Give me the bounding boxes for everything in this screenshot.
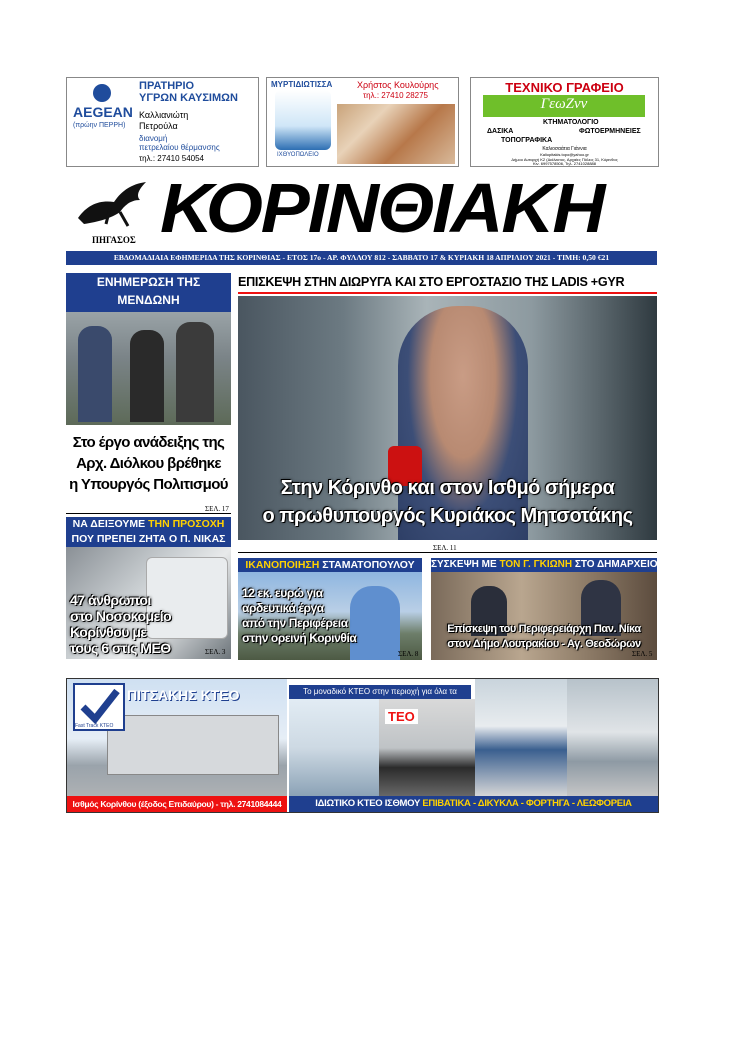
ad-kteo <box>66 678 659 813</box>
ad3-email: Kaliopitakis.topo@yahoo.gr <box>540 152 589 157</box>
story2-page-ref: ΣΕΛ. 3 <box>205 648 226 656</box>
story1-header-line1: ΕΝΗΜΕΡΩΣΗ ΤΗΣ ΜΕΝΔΩΝΗ <box>96 275 201 307</box>
kteo-office-photo <box>289 699 379 797</box>
newspaper-title: ΚΟΡΙΝΘΙΑΚΗ <box>160 169 604 247</box>
story4-caption <box>431 622 657 652</box>
story1-caption-line2: Αρχ. Διόλκου βρέθηκε <box>76 455 221 472</box>
ad-technical-office <box>470 77 659 167</box>
story2-caption-line4: τους 6 στις ΜΕΘ <box>70 640 171 656</box>
story1-rule <box>66 513 231 514</box>
ad3-title: ΤΕΧΝΙΚΟ ΓΡΑΦΕΙΟ <box>505 80 624 95</box>
ad1-brand-sub: (πρώην ΠΕΡΡΗ) <box>73 122 126 129</box>
story4-caption-line1: Επίσκεψη του Περιφερειάρχη Παν. Νίκα <box>447 623 641 635</box>
ad1-title-line2: ΥΓΡΩΝ ΚΑΥΣΙΜΩΝ <box>139 92 238 104</box>
story2-caption-line3: Κορίνθου με <box>70 624 147 640</box>
ad3-address: Δήμου Αυταρχή Κ2 (Διάλεκτος, Αρχαίες Πόλεις 31, Κόρινθος <box>511 157 618 162</box>
ad1-brand: AEGEAN <box>73 104 133 120</box>
kteo-footer-a: ΙΔΙΩΤΙΚΟ ΚΤΕΟ ΙΣΘΜΟΥ <box>315 798 421 809</box>
story4-header-b: ΤΟΝ Γ. ΓΚΙΩΝΗ <box>499 559 573 570</box>
ad1-line2: Πετρούλα <box>139 121 178 131</box>
kteo-badge: Fast Track ΚΤΕΟ <box>75 723 114 729</box>
kteo-sign: ΤΕΟ <box>385 709 418 724</box>
story3-caption-line4: στην ορεινή Κορινθία <box>242 631 357 645</box>
ad1-phone: τηλ.: 27410 54054 <box>139 154 204 163</box>
ad-fuel-station <box>66 77 259 167</box>
story3-caption-line3: από την Περιφέρεια <box>242 616 348 630</box>
story3-header-b: ΣΤΑΜΑΤΟΠΟΥΛΟΥ <box>322 559 415 571</box>
story1-page-ref: ΣΕΛ. 17 <box>205 505 229 513</box>
story2-header-line1b: ΤΗΝ ΠΡΟΣΟΧΗ <box>148 518 225 530</box>
ad1-line1: Καλλιανιώτη <box>139 110 189 120</box>
story3-page-ref: ΣΕΛ. 8 <box>398 650 419 658</box>
masthead-strap: ΕΒΔΟΜΑΔΙΑΙΑ ΕΦΗΜΕΡΙΔΑ ΤΗΣ ΚΟΡΙΝΘΙΑΣ - ΕΤΟΣ 17ο - ΑΡ. ΦΥΛΛΟΥ 812 - ΣΑΒΒΑΤΟ 17 & ΚΥΡΙΑΚΗ 18 ΑΠΡΙΛΙΟΥ 2021 - ΤΙΜΗ: 0,50 €21 <box>66 251 657 265</box>
official-figure <box>350 586 400 660</box>
person-figure <box>130 330 164 422</box>
person-figure <box>78 326 112 422</box>
story4-page-ref: ΣΕΛ. 5 <box>632 650 653 658</box>
kteo-banner: Το μοναδικό ΚΤΕΟ στην περιοχή για όλα τα <box>289 685 471 699</box>
ad3-tag4: ΤΟΠΟΓΡΑΦΙΚΑ <box>501 137 553 144</box>
fish-logo-icon <box>275 90 331 150</box>
building-figure <box>107 715 279 775</box>
person-figure <box>176 322 214 422</box>
story2-caption <box>70 592 171 656</box>
kteo-brand: ΠΙΤΣΑΚΗΣ ΚΤΕΟ <box>127 687 240 703</box>
ad3-tag3: ΦΩΤΟΕΡΜΗΝΕΙΕΣ <box>579 128 641 135</box>
main-page-ref: ΣΕΛ. 11 <box>433 544 457 552</box>
kteo-address-bar: Ισθμός Κορίνθου (έξοδος Επιδαύρου) - τηλ. 2741084444 <box>67 796 287 812</box>
story4-caption-line2: στον Δήμο Λουτρακίου - Αγ. Θεοδώρων <box>447 638 641 650</box>
kteo-bus-photo <box>567 679 658 797</box>
aegean-logo-icon <box>93 84 111 102</box>
story1-caption-line3: η Υπουργός Πολιτισμού <box>69 476 228 493</box>
main-kicker: ΕΠΙΣΚΕΨΗ ΣΤΗΝ ΔΙΩΡΥΓΑ ΚΑΙ ΣΤΟ ΕΡΓΟΣΤΑΣΙΟ ΤΗΣ LADIS +GYR <box>238 275 625 289</box>
main-headline-line2: ο πρωθυπουργός Κυριάκος Μητσοτάκης <box>262 505 633 527</box>
kteo-truck-photo <box>475 679 567 797</box>
ad2-name: Χρήστος Κουλούρης <box>357 80 439 90</box>
kteo-footer-b: ΕΠΙΒΑΤΙΚΑ - ΔΙΚΥΚΛΑ - ΦΟΡΤΗΓΑ - ΛΕΩΦΟΡΕΙΑ <box>422 798 632 809</box>
main-headline-line1: Στην Κόρινθο και στον Ισθμό σήμερα <box>280 477 615 499</box>
ad3-logo: ΓεωΖνν <box>540 96 588 112</box>
ad2-phone: τηλ.: 27410 28275 <box>363 91 428 100</box>
ad3-phone: Κιν. 6997578506, Τηλ. 2741028888 <box>532 161 597 166</box>
ad3-tag1: ΚΤΗΜΑΤΟΛΟΓΙΟ <box>543 119 599 126</box>
ad2-logo-sub: ΙΧΘΥΟΠΩΛΕΙΟ <box>277 152 319 158</box>
main-headline <box>238 474 657 530</box>
kteo-footer-bar <box>289 796 658 812</box>
ad1-title-line1: ΠΡΑΤΗΡΙΟ <box>139 80 195 92</box>
pegasus-logo-icon <box>70 178 156 234</box>
fish-photo <box>337 104 455 164</box>
story2-header-line2: ΠΟΥ ΠΡΕΠΕΙ ΖΗΤΑ Ο Π. ΝΙΚΑΣ <box>71 533 226 545</box>
story2-header <box>66 517 231 547</box>
ad1-line4: πετρελαίου θέρμανσης <box>139 143 220 152</box>
ad3-name: Καλιοσαάτια Γιάννια <box>542 146 587 152</box>
story4-header-a: ΣΥΣΚΕΨΗ ΜΕ <box>431 559 500 570</box>
story3-header-a: ΙΚΑΝΟΠΟΙΗΣΗ <box>245 559 323 571</box>
main-rule <box>238 552 657 553</box>
story4-header-c: ΣΤΟ ΔΗΜΑΡΧΕΙΟ <box>572 559 658 570</box>
story2-caption-line1: 47 άνθρωποι <box>70 592 151 608</box>
story2-header-line1a: ΝΑ ΔΕΙΞΟΥΜΕ <box>72 518 149 530</box>
story1-caption <box>66 432 231 495</box>
story1-caption-line1: Στο έργο ανάδειξης της <box>72 434 225 451</box>
story1-photo <box>66 312 231 425</box>
story3-caption-line2: αρδευτικά έργα <box>242 601 324 615</box>
story1-header <box>66 273 231 312</box>
pegasus-label: ΠΗΓΑΣΟΣ <box>92 235 136 245</box>
story4-header <box>431 558 657 572</box>
story3-caption <box>242 586 356 646</box>
ad-fish-shop <box>266 77 459 167</box>
story3-caption-line1: 12 εκ. ευρώ για <box>242 586 323 600</box>
ad3-tag2: ΔΑΣΙΚΑ <box>487 128 514 135</box>
story2-header-line1 <box>66 517 231 532</box>
ad1-line3: διανομή <box>139 134 168 143</box>
main-kicker-rule <box>238 292 657 294</box>
story3-header <box>238 558 422 572</box>
ad2-logo-text: ΜΥΡΤΙΔΙΩΤΙΣΣΑ <box>271 80 333 89</box>
story2-caption-line2: στο Νοσοκομείο <box>70 608 172 624</box>
